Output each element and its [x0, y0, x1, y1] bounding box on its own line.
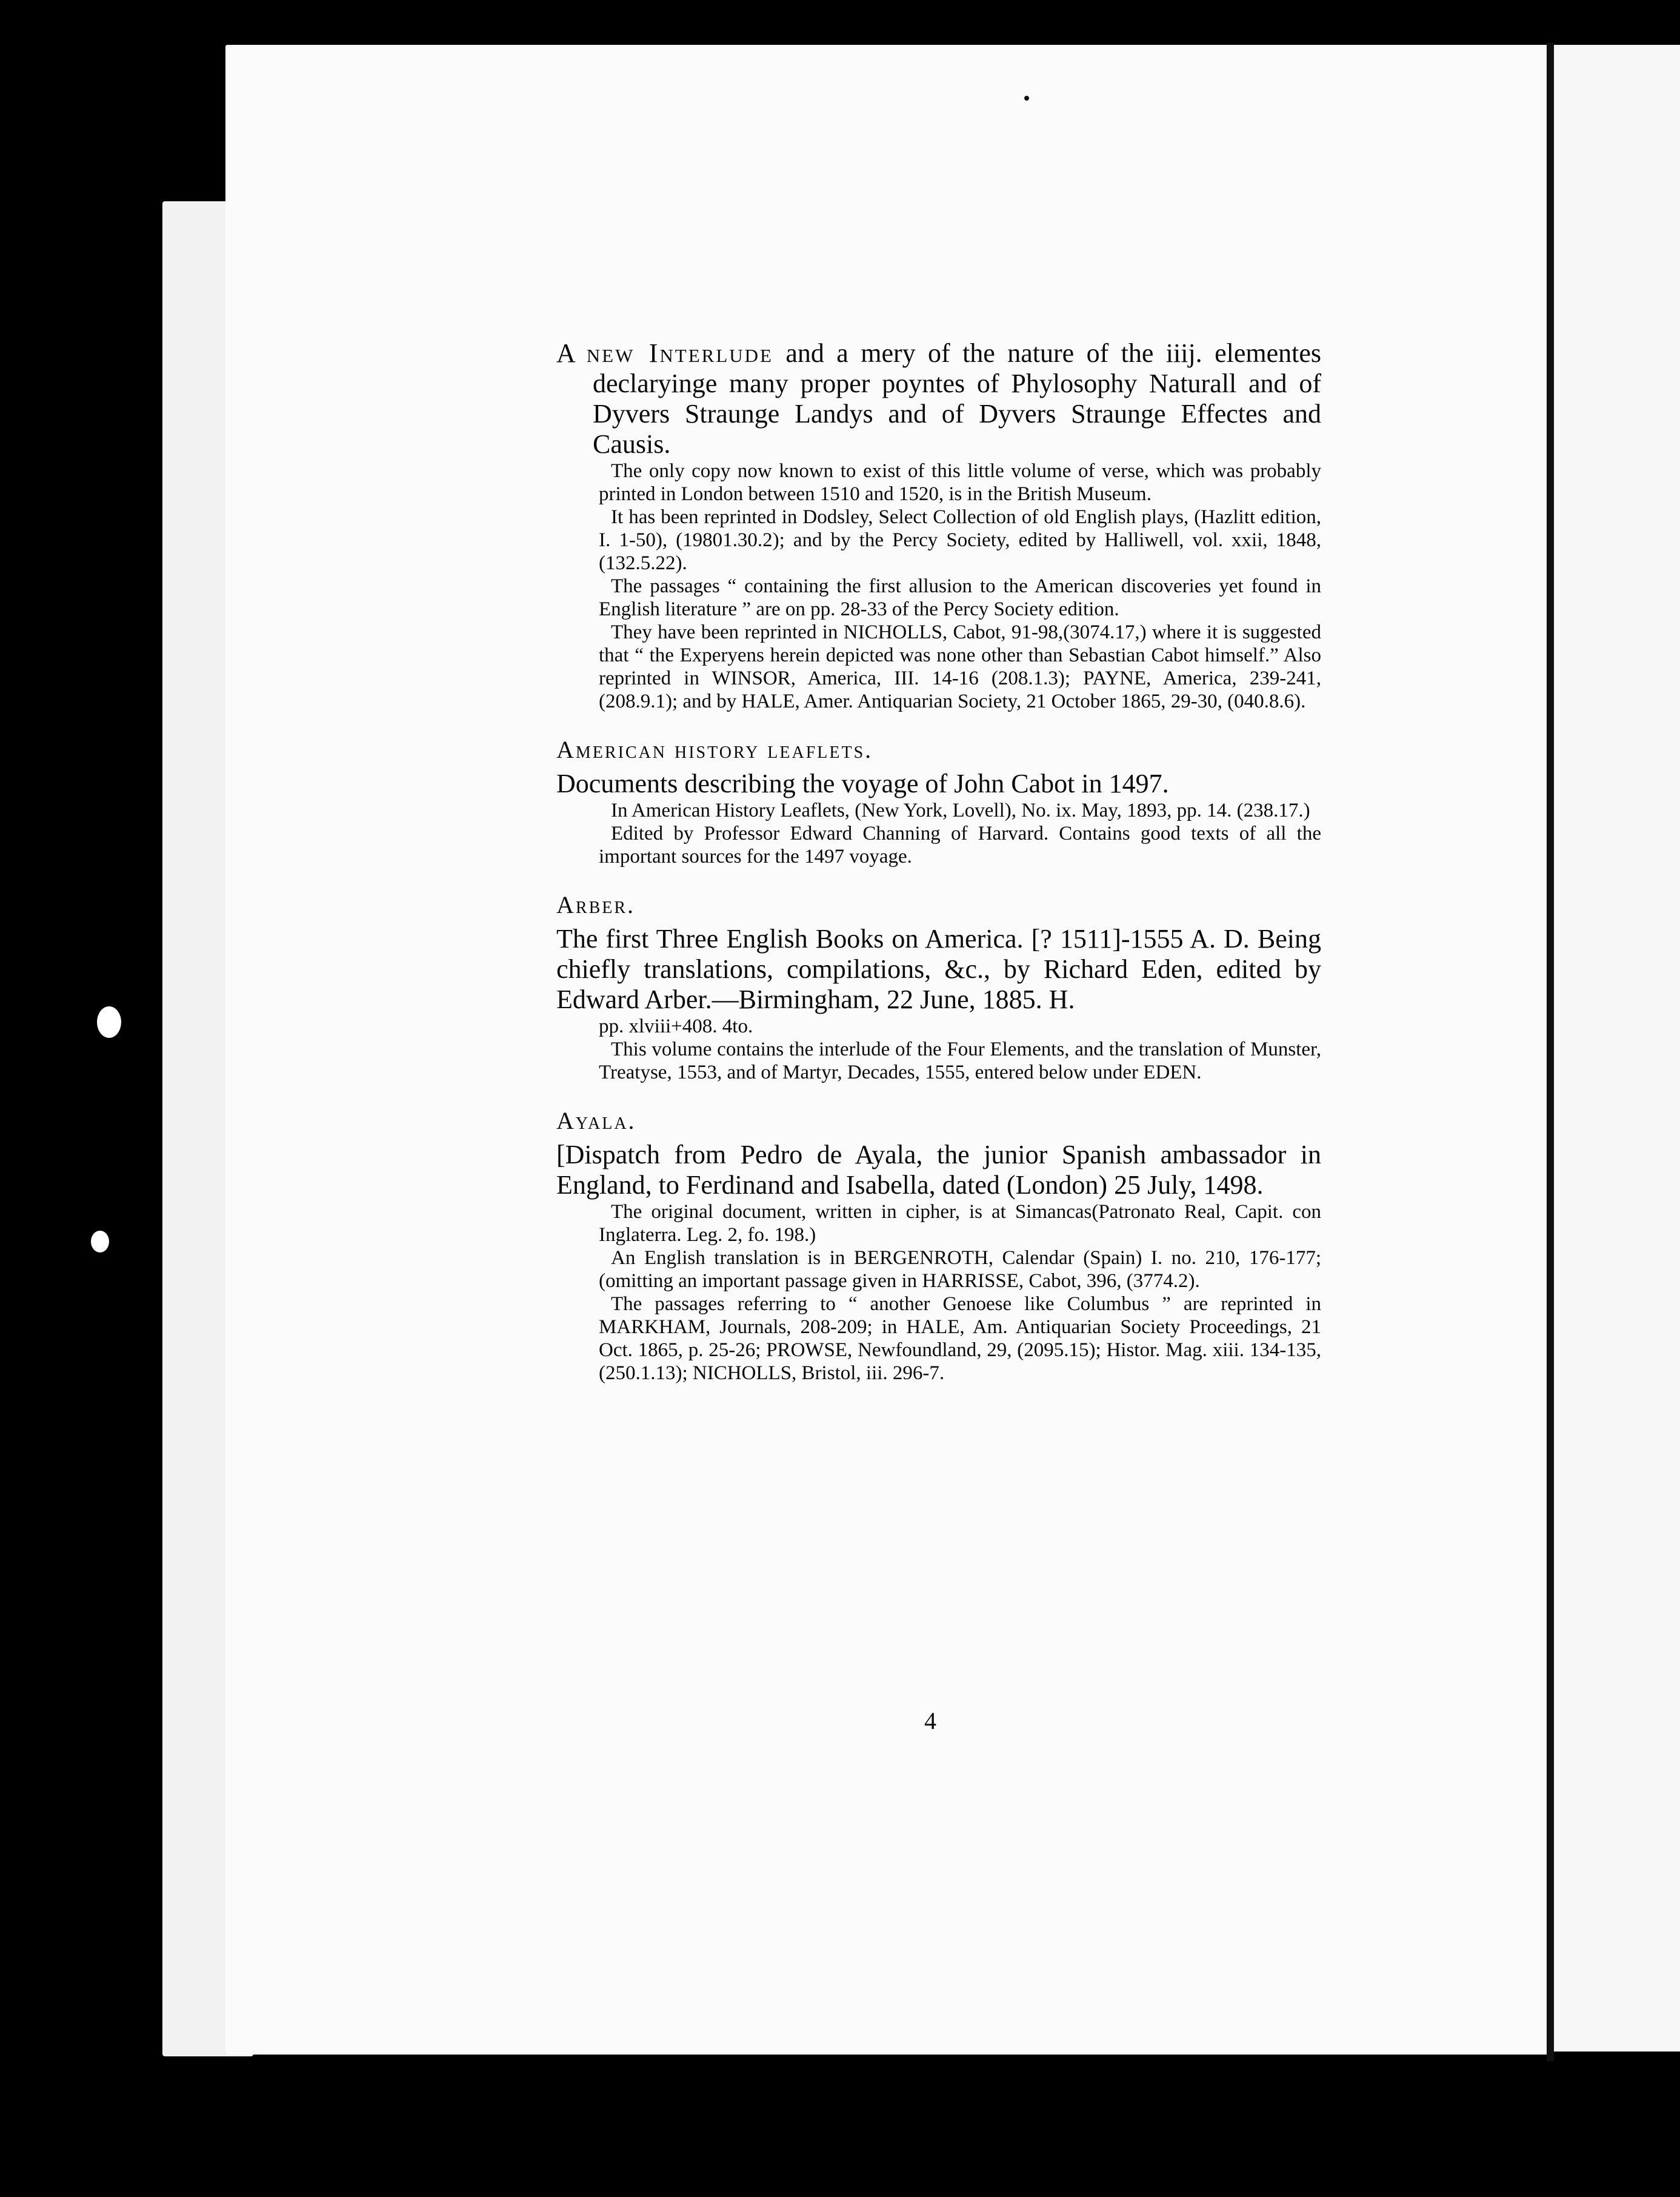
entry-title: Documents describing the voyage of John Cabot in 1497. [556, 769, 1169, 798]
entry-title [556, 338, 1321, 460]
entry-heading: Arber. [556, 891, 636, 918]
entry-note: The passages “ containing the first allusion to the American discoveries yet found in English literature ” are on pp. 28-33 of the Percy Society edition. [599, 575, 1321, 620]
facing-page-edge [1554, 45, 1680, 2052]
entry-note: The original document, written in cipher, is at Simancas(Patronato Real, Capit. con Inglaterra. Leg. 2, fo. 198.) [599, 1201, 1321, 1246]
entry-arber [556, 890, 1321, 1084]
scan-speck [91, 1231, 109, 1252]
page-number: 4 [924, 1707, 936, 1734]
entry-note: An English translation is in BERGENROTH, Calendar (Spain) I. no. 210, 176-177; (omitting an important passage given in HARRISSE, Cabot, 396, (3774.2). [599, 1247, 1321, 1292]
entry-heading: American history leaflets. [556, 736, 873, 763]
title-small-caps: new Interlude [586, 338, 773, 368]
entry-note: This volume contains the interlude of the Four Elements, and the translation of Munster, Treatyse, 1553, and of Martyr, Decades, 1555, entered below under EDEN. [599, 1038, 1321, 1083]
entry-note: The passages referring to “ another Genoese like Columbus ” are reprinted in MARKHAM, Journals, 208-209; in HALE, Am. Antiquarian Society Proceedings, 21 Oct. 1865, p. 25-26; PROWSE, Newfoundland, 29, (2095.15); Histor. Mag. xiii. 134-135, (250.1.13); NICHOLLS, Bristol, iii. 296-7. [599, 1293, 1321, 1384]
entry-note: They have been reprinted in NICHOLLS, Cabot, 91-98,(3074.17,) where it is suggested that “ the Experyens herein depicted was none other than Sebastian Cabot himself.” Also reprinted in WINSOR, America, III. 14-16 (208.1.3); PAYNE, America, 239-241, (208.9.1); and by HALE, Amer. Antiquarian Society, 21 October 1865, 29-30, (040.8.6). [599, 621, 1321, 712]
entry-note: The only copy now known to exist of this little volume of verse, which was probably printed in London between 1510 and 1520, is in the British Museum. [599, 460, 1321, 505]
entry-heading: Ayala. [556, 1107, 636, 1134]
entry-note: It has been reprinted in Dodsley, Select Collection of old English plays, (Hazlitt edition, I. 1-50), (19801.30.2); and by the Percy Society, edited by Halliwell, vol. xxii, 1848, (132.5.22). [599, 506, 1321, 574]
title-prefix: A [556, 338, 587, 368]
book-gutter [1547, 42, 1554, 2061]
entry-note: In American History Leaflets, (New York, Lovell), No. ix. May, 1893, pp. 14. (238.17.) [611, 800, 1310, 821]
entry-ayala [556, 1106, 1321, 1385]
entry-american-history-leaflets [556, 735, 1321, 868]
scan-speck [97, 1006, 121, 1038]
entry-note: pp. xlviii+408. 4to. [599, 1015, 753, 1037]
entry-note: Edited by Professor Edward Channing of Harvard. Contains good texts of all the important sources for the 1497 voyage. [599, 823, 1321, 868]
bibliography-text [556, 338, 1321, 1385]
entry-title: The first Three English Books on America. [? 1511]-1555 A. D. Being chiefly translations, compilations, &c., by Richard Eden, edited by Edward Arber.—Birmingham, 22 June, 1885. H. [556, 924, 1321, 1014]
entry-title: [Dispatch from Pedro de Ayala, the junior Spanish ambassador in England, to Ferdinand and Isabella, dated (London) 25 July, 1498. [556, 1140, 1321, 1200]
title-rest: and a mery of the nature of the iiij. elementes declaryinge many proper poyntes of Phylosophy Naturall and of Dyvers Straunge Landys and of Dyvers Straunge Effectes and Causis. [593, 338, 1321, 459]
scan-speck [1024, 96, 1029, 101]
entry-new-interlude [556, 338, 1321, 713]
